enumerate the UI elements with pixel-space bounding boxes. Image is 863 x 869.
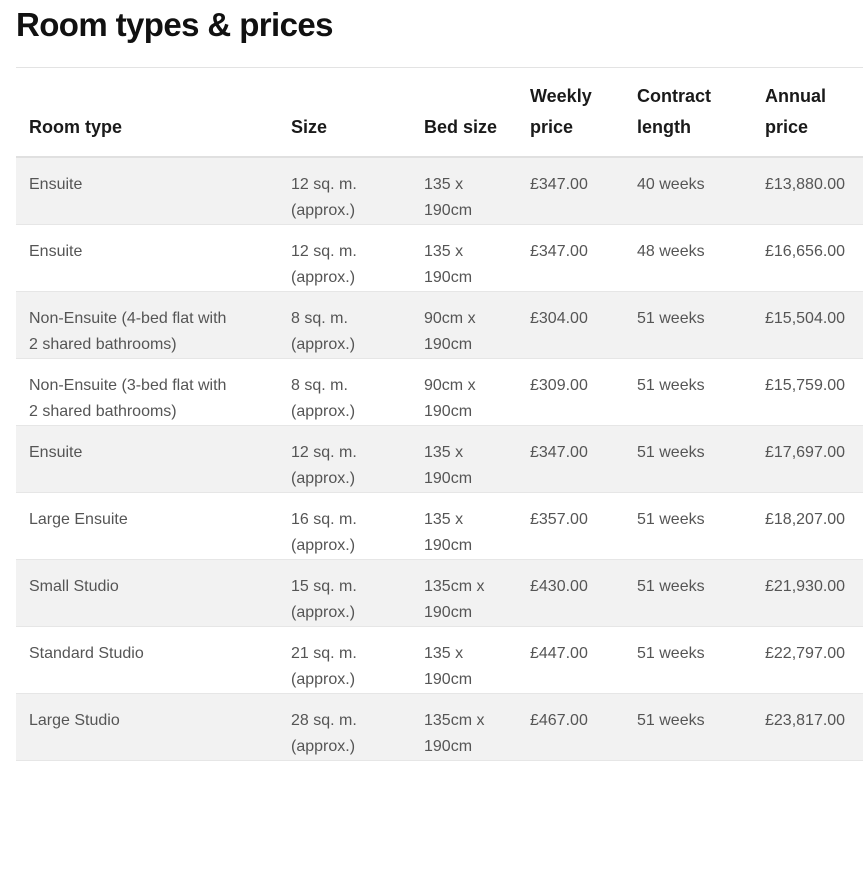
cell-weekly-price-text: £347.00 [530,176,588,193]
cell-room-type [16,359,291,426]
table-row [16,359,863,426]
cell-contract-length [637,426,765,493]
cell-weekly-price-text: £430.00 [530,578,588,595]
cell-weekly-price [530,560,637,627]
cell-bed-size-text: 135 x 190cm [424,176,473,219]
cell-bed-size-text: 90cm x 190cm [424,310,476,353]
cell-weekly-price-text: £347.00 [530,243,588,260]
cell-room-type [16,694,291,761]
room-prices-table [16,68,863,761]
cell-weekly-price [530,359,637,426]
cell-weekly-price [530,426,637,493]
cell-room-type-text: Standard Studio [29,645,144,662]
cell-room-type-text: Ensuite [29,243,83,260]
cell-annual-price-text: £16,656.00 [765,243,846,260]
cell-bed-size [424,225,530,292]
cell-room-type [16,560,291,627]
table-header [16,68,863,157]
cell-size [291,426,424,493]
cell-annual-price [765,560,863,627]
cell-contract-length [637,157,765,225]
table-row [16,292,863,359]
cell-size [291,359,424,426]
cell-contract-length [637,359,765,426]
cell-annual-price [765,225,863,292]
cell-contract-length-text: 40 weeks [637,176,705,193]
cell-contract-length-text: 51 weeks [637,712,705,729]
header-bed-size: Bed size [424,68,530,157]
table-row [16,560,863,627]
header-weekly-price-label: Weekly price [530,86,592,137]
cell-bed-size-text: 90cm x 190cm [424,377,476,420]
cell-room-type-text: Small Studio [29,578,119,595]
table-body [16,157,863,761]
cell-size-text: 28 sq. m. (approx.) [291,712,357,755]
cell-bed-size-text: 135 x 190cm [424,511,473,554]
cell-annual-price-text: £18,207.00 [765,511,846,528]
cell-weekly-price-text: £347.00 [530,444,588,461]
cell-contract-length-text: 51 weeks [637,310,705,327]
table-row [16,694,863,761]
header-weekly-price [530,68,637,157]
table-row [16,225,863,292]
cell-contract-length [637,627,765,694]
cell-annual-price-text: £21,930.00 [765,578,846,595]
cell-annual-price [765,493,863,560]
table-row [16,493,863,560]
cell-size-text: 12 sq. m. (approx.) [291,444,357,487]
cell-size [291,560,424,627]
cell-size [291,225,424,292]
cell-annual-price-text: £17,697.00 [765,444,846,461]
header-row [16,68,863,157]
cell-contract-length [637,292,765,359]
cell-weekly-price-text: £309.00 [530,377,588,394]
cell-annual-price-text: £13,880.00 [765,176,846,193]
cell-annual-price-text: £22,797.00 [765,645,846,662]
cell-room-type [16,225,291,292]
cell-contract-length [637,493,765,560]
cell-bed-size [424,493,530,560]
cell-weekly-price-text: £467.00 [530,712,588,729]
header-contract-length [637,68,765,157]
cell-size-text: 8 sq. m. (approx.) [291,310,356,353]
cell-size [291,627,424,694]
cell-contract-length-text: 51 weeks [637,444,705,461]
table-row [16,157,863,225]
header-size: Size [291,68,424,157]
cell-bed-size [424,359,530,426]
header-annual-price [765,68,863,157]
cell-annual-price [765,292,863,359]
cell-weekly-price [530,292,637,359]
header-room-type: Room type [16,68,291,157]
cell-room-type [16,426,291,493]
cell-bed-size-text: 135 x 190cm [424,444,473,487]
cell-annual-price-text: £15,504.00 [765,310,846,327]
cell-contract-length-text: 51 weeks [637,645,705,662]
cell-bed-size [424,157,530,225]
cell-bed-size [424,694,530,761]
cell-weekly-price [530,493,637,560]
cell-contract-length-text: 51 weeks [637,511,705,528]
cell-weekly-price-text: £357.00 [530,511,588,528]
cell-size [291,157,424,225]
header-contract-length-label: Contract length [637,86,712,137]
cell-room-type-text: Large Ensuite [29,511,128,528]
cell-size-text: 8 sq. m. (approx.) [291,377,356,420]
cell-room-type-text: Large Studio [29,712,120,729]
cell-room-type [16,292,291,359]
cell-annual-price [765,694,863,761]
cell-contract-length [637,225,765,292]
cell-room-type [16,627,291,694]
cell-room-type-text: Ensuite [29,444,83,461]
cell-contract-length-text: 51 weeks [637,578,705,595]
cell-bed-size [424,560,530,627]
cell-bed-size [424,627,530,694]
table-row [16,426,863,493]
cell-annual-price [765,157,863,225]
cell-bed-size [424,292,530,359]
cell-weekly-price [530,627,637,694]
header-annual-price-label: Annual price [765,86,826,137]
cell-room-type-text: Non-Ensuite (4-bed flat with 2 shared bathrooms) [29,310,227,353]
cell-size-text: 12 sq. m. (approx.) [291,176,357,219]
cell-room-type-text: Non-Ensuite (3-bed flat with 2 shared bathrooms) [29,377,227,420]
cell-size [291,292,424,359]
cell-annual-price [765,627,863,694]
cell-room-type-text: Ensuite [29,176,83,193]
cell-annual-price-text: £15,759.00 [765,377,846,394]
cell-room-type [16,493,291,560]
cell-size-text: 15 sq. m. (approx.) [291,578,357,621]
cell-contract-length [637,694,765,761]
cell-size [291,694,424,761]
cell-size-text: 21 sq. m. (approx.) [291,645,357,688]
page-title: Room types & prices [16,6,333,43]
cell-bed-size-text: 135 x 190cm [424,243,473,286]
cell-bed-size [424,426,530,493]
cell-room-type [16,157,291,225]
cell-annual-price [765,359,863,426]
cell-size-text: 12 sq. m. (approx.) [291,243,357,286]
cell-contract-length-text: 51 weeks [637,377,705,394]
cell-annual-price-text: £23,817.00 [765,712,846,729]
cell-weekly-price [530,225,637,292]
cell-weekly-price [530,157,637,225]
table-row [16,627,863,694]
cell-bed-size-text: 135cm x 190cm [424,712,485,755]
cell-size [291,493,424,560]
cell-bed-size-text: 135cm x 190cm [424,578,485,621]
cell-weekly-price-text: £304.00 [530,310,588,327]
cell-contract-length [637,560,765,627]
cell-contract-length-text: 48 weeks [637,243,705,260]
cell-bed-size-text: 135 x 190cm [424,645,473,688]
cell-weekly-price-text: £447.00 [530,645,588,662]
cell-weekly-price [530,694,637,761]
cell-annual-price [765,426,863,493]
cell-size-text: 16 sq. m. (approx.) [291,511,357,554]
